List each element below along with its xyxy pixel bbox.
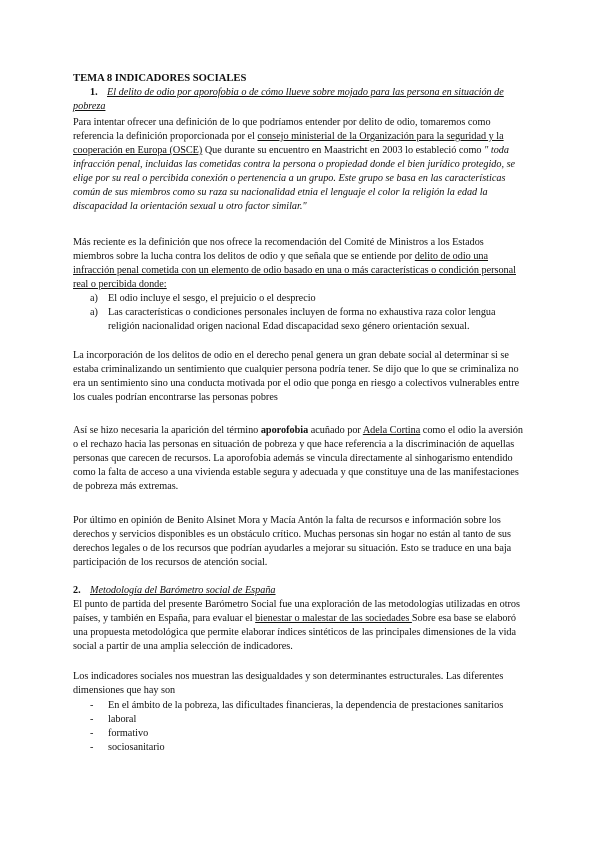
paragraph-osce-definition [73, 116, 527, 214]
wellbeing-link[interactable]: bienestar o malestar de las sociedades [255, 613, 412, 624]
paragraph-committee-definition [73, 236, 527, 292]
list-item-text: Las características o condiciones personales incluyen de forma no exhaustiva raza color lengua religión nacionalidad origen nacional Edad discapacidad sexo género orientación sexual. [108, 307, 496, 332]
list-item [73, 727, 527, 741]
paragraph-barometer [73, 598, 527, 654]
paragraph-text: Para intentar ofrecer una definición de lo que podríamos entender por delito de odio, tomaremos como referencia la definición proporcionada por el [73, 117, 491, 142]
aporophobia-term: aporofobia [260, 425, 309, 436]
paragraph-lack-of-resources: Por último en opinión de Benito Alsinet Mora y Macía Antón la falta de recursos e información sobre los derechos y servicios disponibles es un obstáculo crítico. Muchas personas sin hogar no están al tanto de sus derechos legales o de los recursos que podrían ayudarles a mejorar su situación. Esto se traduce en una baja participación de los recursos de atención social. [73, 515, 512, 568]
paragraph-indicators: Los indicadores sociales nos muestran las desigualdades y son determinantes estructurales. Las diferentes dimensiones que hay son [73, 671, 504, 696]
document-title: TEMA 8 INDICADORES SOCIALES [73, 73, 247, 84]
list-marker: - [90, 700, 94, 711]
dimensions-list [73, 699, 527, 755]
list-item [73, 292, 527, 306]
paragraph-text: El punto de partida del presente Barómetro Social fue una exploración de las metodologías utilizadas en otros países, y también en España, para evaluar el [73, 599, 520, 624]
paragraph-aporophobia [73, 424, 527, 494]
list-item-text: En el ámbito de la pobreza, las dificultades financieras, la dependencia de prestaciones sanitarios [108, 700, 504, 711]
hate-crime-definition-link[interactable]: delito de odio una infracción penal cometida con un elemento de odio basado en una o más características o condición personal real o percibida donde: [73, 251, 516, 290]
list-marker: - [90, 714, 94, 725]
list-item [73, 713, 527, 727]
list-marker: a) [90, 307, 98, 318]
list-item-text: formativo [108, 728, 149, 739]
paragraph-text: Más reciente es la definición que nos ofrece la recomendación del Comité de Ministros a los Estados miembros sobre la lucha contra los delitos de odio y que señala que se entiende por [73, 237, 484, 262]
section-1-number: 1. [90, 87, 98, 98]
osce-quote: " toda infracción penal, incluidas las cometidas contra la persona o propiedad donde el bien jurídico protegido, se elige por su real o percibida conexión o pertenencia a un grupo. Este grupo se basa en las características común de sus miembros como su raza su nacionalidad etnia el lenguaje el color la religión la edad la discapacidad la orientación sexual u otro factor similar." [73, 145, 516, 212]
list-marker: a) [90, 293, 98, 304]
list-item [73, 741, 527, 755]
characteristics-list [73, 292, 527, 334]
paragraph-text: acuñado por [308, 425, 363, 436]
section-2-heading [73, 584, 527, 598]
paragraph-text: Así se hizo necesaria la aparición del término [73, 425, 261, 436]
list-item-text: laboral [108, 714, 137, 725]
list-marker: - [90, 728, 94, 739]
list-item-text: El odio incluye el sesgo, el prejuicio o el desprecio [108, 293, 316, 304]
adela-cortina-link[interactable]: Adela Cortina [362, 425, 421, 436]
list-item [73, 306, 527, 334]
section-1-heading [73, 86, 527, 114]
paragraph-criminalization-debate: La incorporación de los delitos de odio en el derecho penal genera un gran debate social al determinar si se estaba criminalizando un sentimiento que cualquier persona podría tener. Se dijo que lo que se criminaliza no era un sentimiento sino una conducta motivada por el odio que ponga en riesgo a colectivos vulnerables entre los cuales podrían encontrarse las personas pobres [73, 350, 520, 403]
paragraph-text: como el odio la aversión o el rechazo hacia las personas en situación de pobreza y que hace referencia a la discriminación de aquellas personas que carecen de recursos. La aporofobia además se vincula directamente al sinhogarismo entendido como la falta de acceso a una vivienda estable segura y adecuada y que constituye una de las manifestaciones de pobreza más extremas. [73, 425, 523, 492]
section-1-title: El delito de odio por aporofobia o de cómo llueve sobre mojado para las persona en situación de pobreza [73, 87, 504, 112]
section-2-number: 2. [73, 585, 81, 596]
paragraph-text: Que durante su encuentro en Maastricht en 2003 lo estableció como [202, 145, 485, 156]
paragraph-text: Sobre esa base se elaboró una propuesta metodológica que permite elaborar índices sintéticos de las principales dimensiones de la vida social a partir de una amplia selección de indicadores. [73, 613, 517, 652]
osce-link[interactable]: consejo ministerial de la Organización para la seguridad y la cooperación en Europa (OSCE) [73, 131, 504, 156]
list-marker: - [90, 742, 94, 753]
list-item-text: sociosanitario [108, 742, 165, 753]
list-item [73, 699, 527, 713]
section-2-title: Metodología del Barómetro social de España [90, 585, 276, 596]
